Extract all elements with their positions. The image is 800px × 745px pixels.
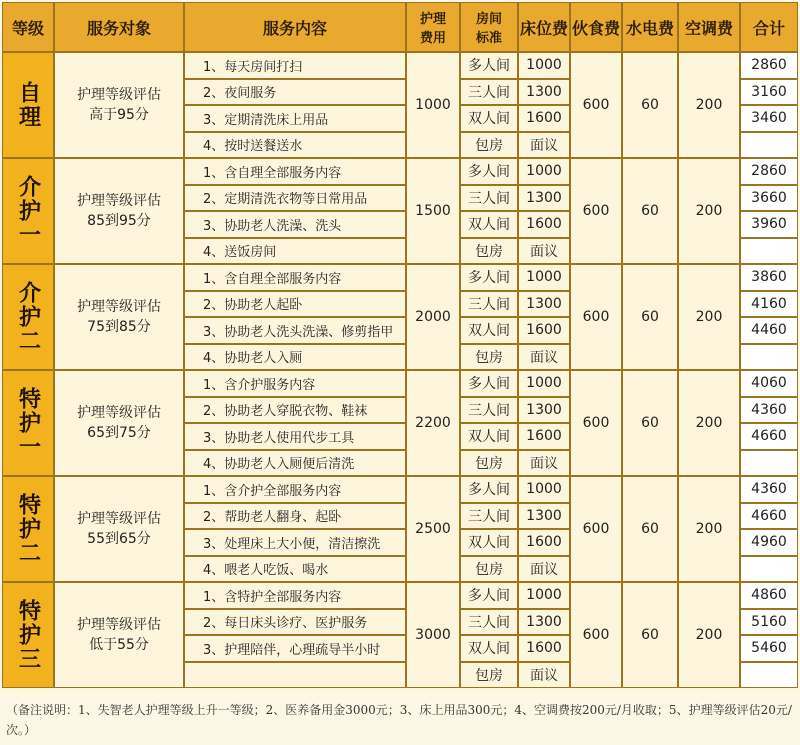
- bed-fee: 1600: [518, 211, 570, 238]
- food-fee: 600: [570, 582, 622, 688]
- header-7: 水电费: [622, 2, 678, 52]
- service-item: 3、协助老人洗澡、洗头: [184, 211, 406, 238]
- total: 2860: [740, 52, 798, 79]
- bed-fee: 1300: [518, 397, 570, 424]
- care-fee: 3000: [406, 582, 460, 688]
- bed-fee: 1000: [518, 158, 570, 185]
- room-type: 包房: [460, 132, 518, 159]
- food-fee: 600: [570, 264, 622, 370]
- food-fee: 600: [570, 158, 622, 264]
- room-type: 双人间: [460, 635, 518, 662]
- bed-fee: 1000: [518, 264, 570, 291]
- bed-fee: 1600: [518, 317, 570, 344]
- header-3: 护理 费用: [406, 2, 460, 52]
- service-item: 3、护理陪伴，心理疏导半小时: [184, 635, 406, 662]
- service-target-line: 护理等级评估: [77, 511, 161, 527]
- room-type: 多人间: [460, 582, 518, 609]
- ac-fee: 200: [678, 52, 740, 158]
- service-item: 1、含自理全部服务内容: [184, 158, 406, 185]
- service-target: [54, 52, 184, 158]
- level-name: 介护二: [2, 264, 54, 370]
- level-name: 自理: [2, 52, 54, 158]
- header-5: 床位费: [518, 2, 570, 52]
- room-type: 三人间: [460, 185, 518, 212]
- total: 5160: [740, 609, 798, 636]
- service-item: 3、处理床上大小便，清洁擦洗: [184, 529, 406, 556]
- level-name: 特护一: [2, 370, 54, 476]
- room-type: 多人间: [460, 52, 518, 79]
- service-target: [54, 582, 184, 688]
- service-item: 1、每天房间打扫: [184, 52, 406, 79]
- room-type: 多人间: [460, 370, 518, 397]
- total: [740, 556, 798, 583]
- utility-fee: 60: [622, 52, 678, 158]
- service-item: 1、含自理全部服务内容: [184, 264, 406, 291]
- total: [740, 450, 798, 477]
- bed-fee: 1000: [518, 582, 570, 609]
- bed-fee: 面议: [518, 450, 570, 477]
- level-name: 介护一: [2, 158, 54, 264]
- ac-fee: 200: [678, 158, 740, 264]
- service-target-line: 85到95分: [87, 213, 151, 229]
- service-item: 1、含介护服务内容: [184, 370, 406, 397]
- care-fee: 2000: [406, 264, 460, 370]
- room-type: 包房: [460, 662, 518, 689]
- service-target-line: 55到65分: [87, 531, 151, 547]
- service-item: 2、帮助老人翻身、起卧: [184, 503, 406, 530]
- header-0: 等级: [2, 2, 54, 52]
- ac-fee: 200: [678, 264, 740, 370]
- total: 4360: [740, 476, 798, 503]
- total: 4660: [740, 423, 798, 450]
- service-item: [184, 662, 406, 689]
- room-type: 多人间: [460, 264, 518, 291]
- food-fee: 600: [570, 52, 622, 158]
- service-target-line: 护理等级评估: [77, 193, 161, 209]
- service-item: 4、协助老人入厕: [184, 344, 406, 371]
- care-fee: 1000: [406, 52, 460, 158]
- service-target: [54, 476, 184, 582]
- room-type: 三人间: [460, 79, 518, 106]
- room-type: 双人间: [460, 105, 518, 132]
- bed-fee: 面议: [518, 238, 570, 265]
- total: 4960: [740, 529, 798, 556]
- ac-fee: 200: [678, 476, 740, 582]
- bed-fee: 面议: [518, 132, 570, 159]
- bed-fee: 1600: [518, 423, 570, 450]
- service-target-line: 低于55分: [89, 637, 149, 653]
- food-fee: 600: [570, 476, 622, 582]
- service-item: 1、含特护全部服务内容: [184, 582, 406, 609]
- room-type: 三人间: [460, 397, 518, 424]
- header-1: 服务对象: [54, 2, 184, 52]
- bed-fee: 1300: [518, 609, 570, 636]
- service-target-line: 75到85分: [87, 319, 151, 335]
- bed-fee: 1600: [518, 105, 570, 132]
- total: 4660: [740, 503, 798, 530]
- service-item: 4、喂老人吃饭、喝水: [184, 556, 406, 583]
- bed-fee: 1600: [518, 635, 570, 662]
- fee-table: [2, 2, 798, 692]
- total: 4160: [740, 291, 798, 318]
- header-9: 合计: [740, 2, 798, 52]
- service-item: 4、协助老人入厕便后清洗: [184, 450, 406, 477]
- service-target: [54, 264, 184, 370]
- service-target-line: 护理等级评估: [77, 405, 161, 421]
- ac-fee: 200: [678, 370, 740, 476]
- bed-fee: 面议: [518, 662, 570, 689]
- bed-fee: 1600: [518, 529, 570, 556]
- level-name: 特护三: [2, 582, 54, 688]
- room-type: 三人间: [460, 291, 518, 318]
- header-2: 服务内容: [184, 2, 406, 52]
- service-item: 4、送饭房间: [184, 238, 406, 265]
- service-item: 2、夜间服务: [184, 79, 406, 106]
- utility-fee: 60: [622, 582, 678, 688]
- service-item: 4、按时送餐送水: [184, 132, 406, 159]
- room-type: 包房: [460, 344, 518, 371]
- bed-fee: 面议: [518, 344, 570, 371]
- service-target-line: 护理等级评估: [77, 617, 161, 633]
- ac-fee: 200: [678, 582, 740, 688]
- bed-fee: 1300: [518, 79, 570, 106]
- service-target-line: 65到75分: [87, 425, 151, 441]
- service-target-line: 护理等级评估: [77, 299, 161, 315]
- utility-fee: 60: [622, 158, 678, 264]
- bed-fee: 面议: [518, 556, 570, 583]
- total: [740, 238, 798, 265]
- room-type: 双人间: [460, 529, 518, 556]
- bed-fee: 1000: [518, 370, 570, 397]
- total: 2860: [740, 158, 798, 185]
- total: 3960: [740, 211, 798, 238]
- bed-fee: 1300: [518, 291, 570, 318]
- utility-fee: 60: [622, 476, 678, 582]
- service-target: [54, 370, 184, 476]
- bed-fee: 1300: [518, 503, 570, 530]
- room-type: 多人间: [460, 476, 518, 503]
- care-fee: 2500: [406, 476, 460, 582]
- service-target-line: 护理等级评估: [77, 87, 161, 103]
- service-item: 2、每日床头诊疗、医护服务: [184, 609, 406, 636]
- header-6: 伙食费: [570, 2, 622, 52]
- total: [740, 132, 798, 159]
- service-target-line: 高于95分: [89, 107, 149, 123]
- room-type: 包房: [460, 238, 518, 265]
- bed-fee: 1300: [518, 185, 570, 212]
- header-4: 房间 标准: [460, 2, 518, 52]
- service-item: 2、协助老人起卧: [184, 291, 406, 318]
- bed-fee: 1000: [518, 52, 570, 79]
- care-fee: 2200: [406, 370, 460, 476]
- room-type: 包房: [460, 450, 518, 477]
- level-name: 特护二: [2, 476, 54, 582]
- total: 5460: [740, 635, 798, 662]
- room-type: 包房: [460, 556, 518, 583]
- total: [740, 662, 798, 689]
- total: 3860: [740, 264, 798, 291]
- service-item: 3、协助老人使用代步工具: [184, 423, 406, 450]
- room-type: 双人间: [460, 211, 518, 238]
- room-type: 双人间: [460, 317, 518, 344]
- service-item: 2、定期清洗衣物等日常用品: [184, 185, 406, 212]
- header-8: 空调费: [678, 2, 740, 52]
- utility-fee: 60: [622, 264, 678, 370]
- service-item: 3、协助老人洗头洗澡、修剪指甲: [184, 317, 406, 344]
- footnote: （备注说明：1、失智老人护理等级上升一等级；2、医养备用金3000元；3、床上用品300元；4、空调费按200元/月收取；5、护理等级评估20元/次。）: [6, 703, 792, 737]
- service-item: 1、含介护全部服务内容: [184, 476, 406, 503]
- total: 4460: [740, 317, 798, 344]
- food-fee: 600: [570, 370, 622, 476]
- room-type: 三人间: [460, 503, 518, 530]
- total: [740, 344, 798, 371]
- total: 4360: [740, 397, 798, 424]
- total: 4060: [740, 370, 798, 397]
- total: 4860: [740, 582, 798, 609]
- room-type: 双人间: [460, 423, 518, 450]
- bed-fee: 1000: [518, 476, 570, 503]
- room-type: 三人间: [460, 609, 518, 636]
- total: 3460: [740, 105, 798, 132]
- service-item: 2、协助老人穿脱衣物、鞋袜: [184, 397, 406, 424]
- care-fee: 1500: [406, 158, 460, 264]
- service-item: 3、定期清洗床上用品: [184, 105, 406, 132]
- service-target: [54, 158, 184, 264]
- room-type: 多人间: [460, 158, 518, 185]
- total: 3660: [740, 185, 798, 212]
- total: 3160: [740, 79, 798, 106]
- utility-fee: 60: [622, 370, 678, 476]
